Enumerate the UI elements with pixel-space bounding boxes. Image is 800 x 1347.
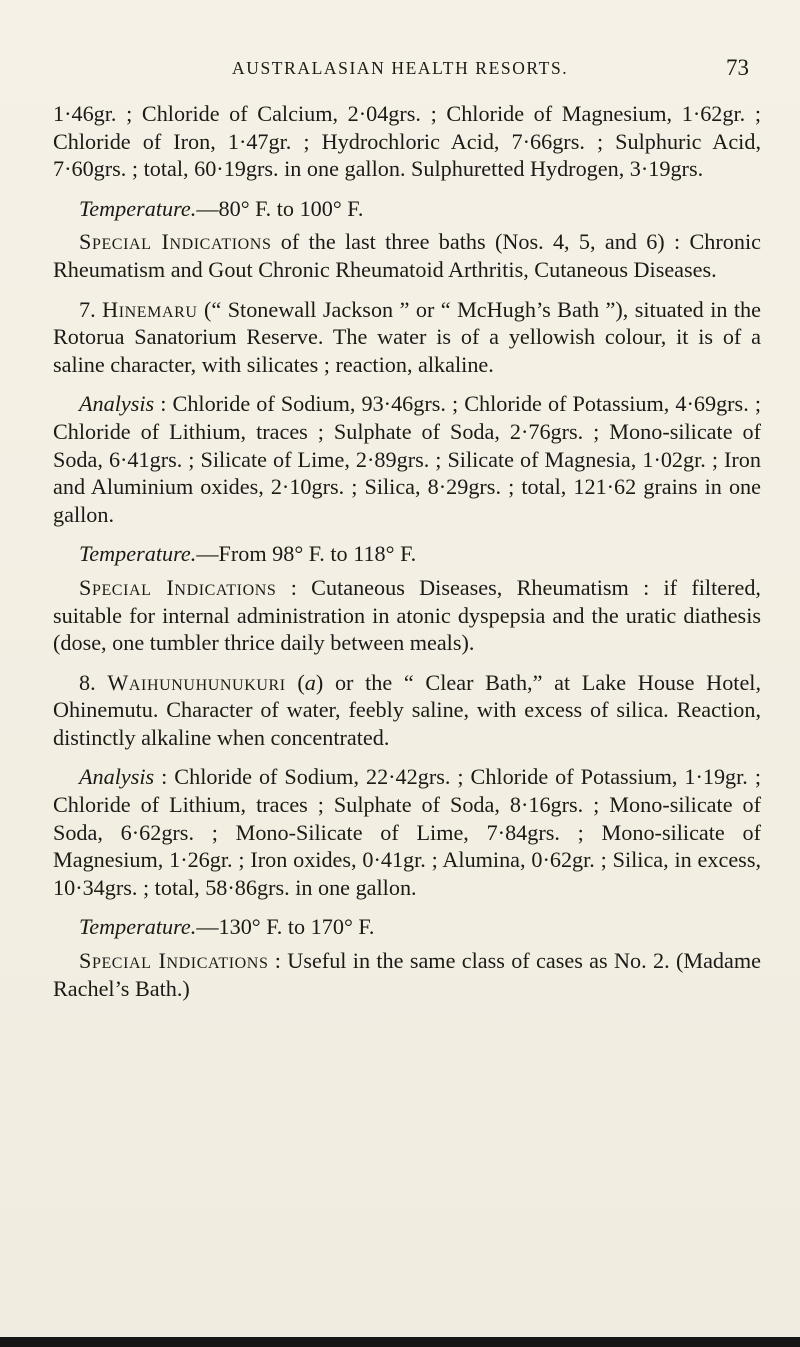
temperature-range: —130° F. to 170° F.: [196, 914, 375, 940]
analysis-text: : Chloride of Sodium, 93·46grs. ; Chloride of Potassium, 4·69grs. ; Chloride of Lithium, traces ; Sulphate of Soda, 2·76grs. ; Mono-silicate of Soda, 6·41grs. ; Silicate of Lime, 2·89grs. ; Silicate of Magnesia, 1·02gr. ; Iron and Aluminium oxides, 2·10grs. ; Silica, 8·29grs. ; total, 121·62 grains in one gallon.: [53, 391, 761, 527]
bottom-border: [0, 1337, 800, 1347]
special-indications-text: of the last three baths (Nos. 4, 5, and 6) : Chronic Rheumatism and Gout Chronic Rheumatoid Arthritis, Cutaneous Diseases.: [53, 229, 761, 282]
analysis-label: Analysis: [79, 391, 155, 417]
bath-description-start: (: [285, 669, 305, 695]
running-head: [0, 55, 800, 82]
paragraph-special-indications-2: [53, 574, 761, 657]
temperature-range: —80° F. to 100° F.: [196, 195, 364, 221]
paragraph-bath-7: [53, 296, 761, 379]
page-number: 73: [726, 55, 749, 80]
bath-description: ) or the “ Clear Bath,” at Lake House Hotel, Ohinemutu. Character of water, feebly saline, with excess of silica. Reaction, distinctly alkaline when concentrated.: [53, 669, 762, 750]
special-indications-label: Special Indications: [79, 229, 272, 255]
running-title: AUSTRALASIAN HEALTH RESORTS.: [232, 58, 569, 78]
special-indications-text: : Useful in the same class of cases as No. 2. (Madame Rachel’s Bath.): [53, 948, 761, 1001]
analysis-label: Analysis: [79, 764, 155, 790]
temperature-label: Temperature.: [79, 541, 197, 567]
bath-name: Hinemaru: [102, 296, 198, 322]
bath-description: (“ Stonewall Jackson ” or “ McHugh’s Bath ”), situated in the Rotorua Sanatorium Reserve. The water is of a yellowish colour, it is of a saline character, with silicates ; reaction, alkaline.: [53, 296, 761, 377]
paragraph-analysis-bath-8: [53, 763, 761, 901]
bath-number: 8.: [79, 669, 108, 695]
body-text: [53, 100, 761, 1014]
paragraph-temperature-2: [53, 540, 761, 568]
analysis-continued-text: 1·46gr. ; Chloride of Calcium, 2·04grs. ; Chloride of Magnesium, 1·62gr. ; Chloride of Iron, 1·47gr. ; Hydrochloric Acid, 7·66grs. ; Sulphuric Acid, 7·60grs. ; total, 60·19grs. in one gallon. Sulphuretted Hydrogen, 3·19grs.: [53, 101, 761, 182]
bath-subsection-letter: a: [304, 669, 316, 695]
special-indications-label: Special Indications: [79, 574, 277, 600]
paragraph-temperature-1: [53, 195, 761, 223]
special-indications-label: Special Indications: [79, 948, 269, 974]
temperature-label: Temperature.: [79, 914, 197, 940]
paragraph-special-indications-3: [53, 947, 761, 1002]
analysis-text: : Chloride of Sodium, 22·42grs. ; Chloride of Potassium, 1·19gr. ; Chloride of Lithium, traces ; Sulphate of Soda, 8·16grs. ; Mono-silicate of Soda, 6·62grs. ; Mono-Silicate of Lime, 7·84grs. ; Mono-silicate of Magnesium, 1·26gr. ; Iron oxides, 0·41gr. ; Alumina, 0·62gr. ; Silica, in excess, 10·34grs. ; total, 58·86grs. in one gallon.: [53, 764, 761, 900]
bath-name: Waihunuhunukuri: [107, 669, 286, 695]
special-indications-text: : Cutaneous Diseases, Rheumatism : if filtered, suitable for internal administration in atonic dyspepsia and the uratic diathesis (dose, one tumbler thrice daily between meals).: [53, 574, 761, 656]
paragraph-temperature-3: [53, 913, 761, 941]
paragraph-special-indications-1: [53, 228, 761, 283]
temperature-label: Temperature.: [79, 195, 197, 221]
temperature-range: —From 98° F. to 118° F.: [196, 541, 417, 567]
bath-number: 7.: [79, 296, 103, 322]
paragraph-analysis-bath-7: [53, 390, 761, 528]
paragraph-analysis-continued: [53, 100, 761, 183]
paragraph-bath-8: [53, 669, 761, 752]
